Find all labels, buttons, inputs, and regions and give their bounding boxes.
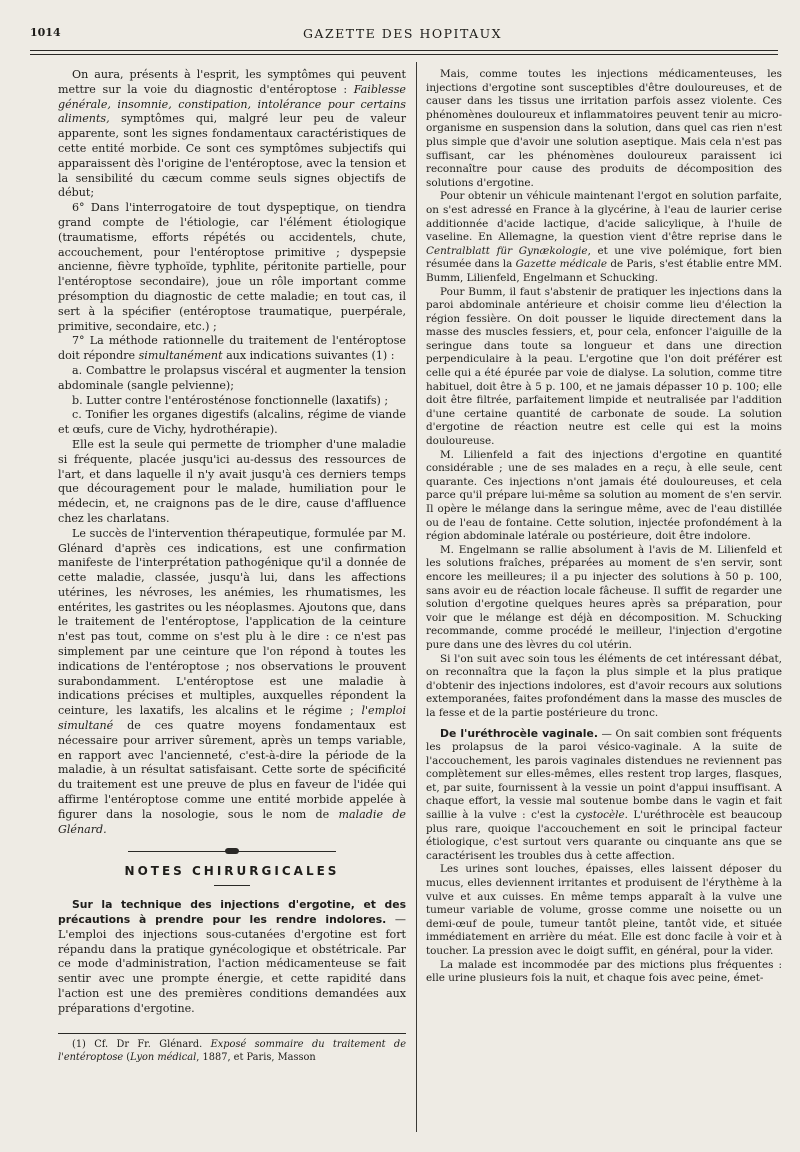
note-heading: De l'uréthrocèle vaginale. [440,726,598,740]
paragraph: Le succès de l'intervention thérapeutique, formulée par M. Glénard d'après ces indications, est une confirmation manifeste de l'interprétation pathogénique qu'il a donnée de cette maladie, classée, jusqu'à lui, dans les affections utérines, les névroses, les anémies, les rhumatismes, les entérites, les gastrites ou les néoplasmes. Ajoutons que, dans le traitement de l'entéroptose, l'application de la ceinture n'est pas tout, comme on s'est plu à le dire : ce n'est pas simplement par une ceinture que l'on répond à toutes les indications de l'entéroptose ; nos observations le prouvent surabondamment. L'entéroptose est une maladie à indications précises et multiples, auxquelles répondent la ceinture, les laxatifs, les alcalins et le régime ; l'emploi simultané de ces quatre moyens fondamentaux est nécessaire pour arriver sûrement, après un temps variable, en rapport avec l'ancienneté, c'est-à-dire la période de la maladie, à un résultat satisfaisant. Cette sorte de spécificité du traitement est une preuve de plus en faveur de l'idée qui affirme l'entéroptose comme une entité morbide appelée à figurer dans la nosologie, sous le nom de maladie de Glénard. [58,526,406,836]
paragraph: Mais, comme toutes les injections médicamenteuses, les injections d'ergotine sont susceptibles d'être douloureuses, et de causer dans les tissus une irritation parfois assez violente. Ces phénomènes douloureux et inflammatoires peuvent tenir au micro-organisme en suspension dans la solution, dans quel cas rien n'est plus simple que d'avoir une solution aseptique. Mais cela n'est pas suffisant, car les phénomènes douloureux paraissent ici reconnaître pour cause des produits de décomposition des solutions d'ergotine. [426,68,782,189]
page-number: 1014 [30,26,61,39]
column-divider [416,62,417,1132]
section-title: NOTES CHIRURGICALES [124,864,340,879]
paragraph: Pour obtenir un véhicule maintenant l'ergot en solution parfaite, on s'est adressé en France à la glycérine, à l'eau de laurier cerise additionnée d'acide lactique, d'acide salicylique, à l'huile de vaseline. En Allemagne, la question vient d'être reprise dans le Centralblatt für Gynækologie, et une vive polémique, fort bien résumée dans la Gazette médicale de Paris, s'est établie entre MM. Bumm, Lilienfeld, Engelmann et Schucking. [426,190,782,284]
running-title: GAZETTE DES HOPITAUX [302,26,503,41]
section-separator [128,851,336,854]
title-underline [214,885,250,886]
paragraph: 7° La méthode rationnelle du traitement de l'entéroptose doit répondre simultanément aux indications suivantes (1) : [58,334,406,363]
separator-ornament [225,848,239,854]
paragraph: Pour Bumm, il faut s'abstenir de pratiquer les injections dans la paroi abdominale antérieure et choisir comme lieu d'élection la région fessière. On doit pousser le liquide directement dans la masse des muscles fessiers, et, pour cela, enfoncer l'aiguille de la seringue dans toute sa longueur et dans une direction perpendiculaire à la peau. L'ergotine que l'on doit préférer est celle qui a été épurée par voie de dialyse. La solution, comme titre habituel, doit être à 5 p. 100, et ne jamais dépasser 10 p. 100; elle doit être filtrée, parfaitement limpide et neutralisée par l'addition d'une certaine quantité de carbonate de soude. La solution d'ergotine de réaction neutre est celle qui est la moins douloureuse. [426,285,782,448]
footnote: (1) Cf. Dr Fr. Glénard. Exposé sommaire du traitement de l'entéroptose (Lyon médical, 1887, et Paris, Masson [58,1038,406,1063]
footnote-rule [58,1033,406,1034]
paragraph: M. Lilienfeld a fait des injections d'ergotine en quantité considérable ; une de ses malades en a reçu, à elle seule, cent quarante. Ces injections n'ont jamais été douloureuses, et cela parce qu'il prépare lui-même sa solution au moment de s'en servir. Il opère le mélange dans la seringue même, avec de l'eau distillée ou de l'eau de fontaine. Cette solution, injectée profondément à la région abdominale latérale ou postérieure, doit être indolore. [426,448,782,543]
paragraph: Si l'on suit avec soin tous les éléments de cet intéressant débat, on reconnaîtra que la façon la plus simple et la plus pratique d'obtenir des injections indolores, est d'avoir recours aux solutions extemporanées, faites profondément dans la masse des muscles de la fesse et de la partie postérieure du tronc. [426,652,782,719]
list-item: c. Tonifier les organes digestifs (alcalins, régime de viande et œufs, cure de Vichy, hydrothérapie). [58,408,406,437]
paragraph: Les urines sont louches, épaisses, elles laissent déposer du mucus, elles deviennent irritantes et produisent de l'érythème à la vulve et aux cuisses. En même temps apparaît à la vulve une tumeur variable de volume, grosse comme une noisette ou un demi-œuf de poule, tumeur tantôt pleine, tantôt vide, et située immédiatement en arrière du méat. Elle est donc facile à voir et à toucher. La pression avec le doigt suffit, en général, pour la vider. [426,863,782,957]
paragraph: Elle est la seule qui permette de triompher d'une maladie si fréquente, placée jusqu'ici au-dessus des ressources de l'art, et dans laquelle il n'y avait jusqu'à ces derniers temps que découragement pour le malade, humiliation pour le médecin, et, ne craignons pas de le dire, cause d'affluence chez les charlatans. [58,437,406,525]
note-paragraph: Sur la technique des injections d'ergotine, et des précautions à prendre pour les rendre indolores. — L'emploi des injections sous-cutanées d'ergotine est fort répandu dans la pratique gynécologique et obstétricale. Par ce mode d'administration, l'action médicamenteuse se fait sentir avec une prompte énergie, et cette rapidité dans l'action est une des premières conditions demandées aux préparations d'ergotine. [58,898,406,1015]
right-column [426,68,782,986]
list-item: a. Combattre le prolapsus viscéral et augmenter la tension abdominale (sangle pelvienne); [58,363,406,392]
paragraph: M. Engelmann se rallie absolument à l'avis de M. Lilienfeld et les solutions fraîches, préparées au moment de s'en servir, sont encore les meilleures; il a pu injecter des solutions à 50 p. 100, sans avoir eu de réaction locale fâcheuse. Il suffit de regarder une solution d'ergotine quelques heures après sa préparation, pour voir que le mélange est déjà en décomposition. M. Schucking recommande, comme procédé le meilleur, l'injection d'ergotine pure dans une des lèvres du col utérin. [426,543,782,651]
left-column [58,68,406,1064]
note-heading: Sur la technique des injections d'ergotine, et des précautions à prendre pour les rendre indolores. [58,898,406,927]
header-rule-thin [30,54,778,55]
paragraph: On aura, présents à l'esprit, les symptômes qui peuvent mettre sur la voie du diagnostic d'entéroptose : Faiblesse générale, insomnie, constipation, intolérance pour certains aliments, symptômes qui, malgré leur peu de valeur apparente, sont les signes fondamentaux caractéristiques de cette entité morbide. Ce sont ces symptômes subjectifs qui apparaissent dès l'origine de l'entéroptose, avec la tension et la sensibilité du cæcum comme seuls signes objectifs de début; [58,68,406,200]
note-paragraph: De l'uréthrocèle vaginale. — On sait combien sont fréquents les prolapsus de la paroi vésico-vaginale. A la suite de l'accouchement, les parois vaginales distendues ne reviennent pas complètement sur elles-mêmes, elles restent trop larges, flasques, et, par suite, fournissent à la vessie un point d'appui insuffisant. A chaque effort, la vessie mal soutenue bombe dans le vagin et fait saillie à la vulve : c'est la cystocèle. L'uréthrocèle est beaucoup plus rare, quoique l'accouchement en soit le principal facteur étiologique, c'est surtout vers quarante ou cinquante ans que se caractérisent les troubles dus à cette affection. [426,726,782,862]
paragraph: 6° Dans l'interrogatoire de tout dyspeptique, on tiendra grand compte de l'étiologie, car l'élément étiologique (traumatisme, efforts répétés ou accidentels, chute, accouchement, pour l'entéroptose primitive ; dyspepsie ancienne, fièvre typhoïde, typhlite, péritonite partielle, pour l'entéroptose secondaire), joue un rôle important comme présomption du diagnostic de cette maladie; en tout cas, il sert à la spécifier (entéroptose traumatique, puerpérale, primitive, secondaire, etc.) ; [58,201,406,333]
page-header [30,22,775,44]
list-item: b. Lutter contre l'entérosténose fonctionnelle (laxatifs) ; [72,393,389,407]
paragraph: La malade est incommodée par des mictions plus fréquentes : elle urine plusieurs fois la nuit, et chaque fois avec peine, émet- [426,958,782,985]
header-rule-thick [30,50,778,51]
